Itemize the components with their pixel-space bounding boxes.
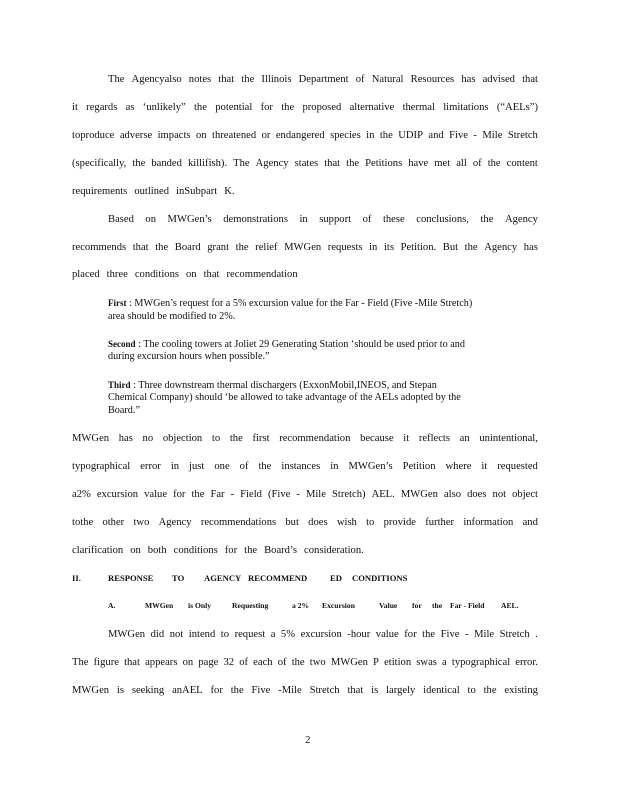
word: limitations [443, 102, 489, 113]
word: its [383, 242, 394, 253]
word: both [147, 545, 167, 556]
bullet-3-marker [88, 379, 96, 390]
word: largely [386, 685, 416, 696]
word: an [459, 433, 470, 444]
word: further [425, 517, 455, 528]
word: seeking [131, 685, 165, 696]
subheading-word-4: a 2% [292, 601, 310, 610]
word: is [116, 685, 124, 696]
word: has [118, 433, 133, 444]
word: ‘unlikely” [142, 102, 186, 113]
word: Stretch [507, 130, 538, 141]
heading-word-2: TO [172, 573, 185, 583]
bullet-2-text-1: : The cooling towers at Joliet 29 Generating Station ‘should be used prior to and [138, 339, 465, 350]
word: content [506, 158, 538, 169]
para3-line-4 [72, 516, 538, 529]
subheading-word-5: Excursion [322, 601, 355, 610]
word: . [535, 629, 538, 640]
word: the [346, 158, 360, 169]
word: for [210, 685, 223, 696]
word: Agency [158, 517, 192, 528]
word: to [366, 517, 375, 528]
word: that [203, 269, 220, 280]
word: does [467, 489, 487, 500]
word: two [309, 657, 326, 668]
word: the [291, 657, 305, 668]
word: object [512, 489, 538, 500]
word: swas [416, 657, 437, 668]
word: 32 [223, 657, 235, 668]
subheading-word-6: Value [379, 601, 398, 610]
word: Stretch [499, 629, 530, 640]
subheading-word-9: Far - Field [450, 601, 485, 610]
word: The [72, 657, 89, 668]
word: page [198, 657, 219, 668]
bullet-3-line-1 [108, 379, 540, 392]
word: where [445, 461, 472, 472]
word: the [155, 242, 169, 253]
word: a [270, 629, 276, 640]
word: of [362, 214, 372, 225]
word: on [185, 269, 197, 280]
word: the [193, 102, 207, 113]
bullet-3-line-2: Chemical Company) should ‘be allowed to take advantage of the AELs adopted by the [108, 392, 461, 403]
para4-line-3 [72, 684, 538, 697]
word: Natural [371, 74, 404, 85]
word: consideration. [304, 545, 364, 556]
word: Agencyalso [131, 74, 182, 85]
word: Based [108, 214, 134, 225]
word: appears [145, 657, 178, 668]
word: did [150, 629, 165, 640]
section-number: II. [72, 573, 81, 583]
word: - [296, 489, 300, 500]
subheading-word-10: AEL. [501, 601, 519, 610]
word: Mile [305, 489, 326, 500]
word: for [260, 102, 273, 113]
word: MWGen’s [167, 214, 212, 225]
word: Board [174, 242, 201, 253]
word: of [355, 74, 365, 85]
word: also [443, 489, 462, 500]
subheading-word-7: for [412, 601, 422, 610]
word: Far [210, 489, 225, 500]
para2-line-1 [108, 213, 538, 226]
word: states [294, 158, 319, 169]
word: placed [72, 269, 100, 280]
word: in [170, 461, 180, 472]
bullet-1-marker [88, 297, 96, 308]
word: requested [497, 461, 538, 472]
word: that [218, 74, 235, 85]
word: in [366, 130, 375, 141]
word: (specifically, [72, 158, 127, 169]
word: Stretch) [331, 489, 366, 500]
word: first [252, 433, 270, 444]
word: alternative [349, 102, 395, 113]
bullet-3-line-3: Board.” [108, 405, 140, 416]
word: the [379, 130, 393, 141]
word: threatened [212, 130, 257, 141]
word: Stretch [309, 685, 340, 696]
bullet-1-line-1 [108, 297, 540, 310]
word: the [464, 242, 478, 253]
word: MWGen [72, 433, 110, 444]
bullet-1-text-1: : MWGen’s request for a 5% excursion value for the Far - Field (Five -Mile Stretch) [129, 298, 473, 309]
word: and [522, 517, 538, 528]
word: in [369, 242, 378, 253]
word: conditions [173, 545, 218, 556]
word: conclusions, [416, 214, 469, 225]
word: provide [383, 517, 416, 528]
word: excursion [96, 489, 139, 500]
bullet-3-label: Third [108, 380, 131, 390]
word: -Mile [278, 685, 302, 696]
word: Resources [410, 74, 455, 85]
word: the [241, 74, 255, 85]
word: adverse [119, 130, 153, 141]
word: species [330, 130, 361, 141]
word: all [456, 158, 467, 169]
word: as [125, 102, 135, 113]
word: it [72, 102, 78, 113]
word: toproduce [72, 130, 115, 141]
word: that [124, 657, 140, 668]
word: the [422, 629, 436, 640]
word: a [442, 657, 447, 668]
word: not [169, 629, 184, 640]
word: outlined [134, 186, 170, 197]
word: have [408, 158, 429, 169]
word: for [173, 489, 186, 500]
word: excursion [300, 629, 342, 640]
para2-line-2 [72, 241, 538, 254]
word: existing [504, 685, 538, 696]
word: the [230, 685, 244, 696]
word: notes [188, 74, 212, 85]
word: killifish). [187, 158, 228, 169]
word: Agency [504, 214, 538, 225]
bullet-2-line-2: during excursion hours when possible.” [108, 351, 270, 362]
word: potential [215, 102, 253, 113]
word: it [481, 461, 488, 472]
word: 5% [280, 629, 296, 640]
para1-line-2 [72, 101, 538, 114]
word: anAEL [172, 685, 203, 696]
bullet-3-text-1: : Three downstream thermal dischargers (ExxonMobil,INEOS, and Stepan [133, 380, 437, 391]
word: requirements [72, 186, 128, 197]
word: support [319, 214, 352, 225]
word: has [461, 74, 476, 85]
heading-word-1: RESPONSE [108, 573, 154, 583]
word: and [428, 130, 444, 141]
word: on [182, 657, 194, 668]
word: met [434, 158, 451, 169]
word: endangered [275, 130, 325, 141]
word: the [132, 158, 146, 169]
word: recommends [72, 242, 127, 253]
word: the [483, 685, 497, 696]
word: recommendations [200, 517, 277, 528]
word: Agency [484, 242, 518, 253]
word: that [132, 242, 149, 253]
word: - [473, 130, 477, 141]
subsection-number: A. [108, 601, 116, 610]
word: K. [224, 186, 235, 197]
word: the [235, 242, 249, 253]
word: reflects [418, 433, 450, 444]
word: a2% [72, 489, 91, 500]
word: Mile [482, 130, 503, 141]
subheading-word-2: is Only [188, 601, 212, 610]
para1-line-3 [72, 129, 538, 142]
word: etition [384, 657, 412, 668]
word: just [189, 461, 205, 472]
word: recommendation [279, 433, 351, 444]
word: for [224, 545, 238, 556]
word: three [106, 269, 128, 280]
word: the [244, 545, 258, 556]
word: value [375, 629, 399, 640]
word: typographical [72, 461, 131, 472]
word: the [258, 461, 272, 472]
word: relief [255, 242, 278, 253]
word: the [191, 489, 205, 500]
bullet-1-label: First [108, 298, 127, 308]
word: the [480, 214, 494, 225]
word: - [230, 489, 235, 500]
word: but [285, 517, 299, 528]
subheading-word-8: the [432, 601, 443, 610]
word: objection [162, 433, 203, 444]
para3-line-1 [72, 432, 538, 445]
bullet-2-marker [88, 338, 96, 349]
bullet-2-line-1 [108, 338, 540, 351]
word: MWGen [284, 242, 322, 253]
word: Illinois [261, 74, 292, 85]
word: does [308, 517, 328, 528]
word: impacts [157, 130, 191, 141]
para3-line-3 [72, 488, 538, 501]
word: the [229, 433, 243, 444]
word: it [403, 433, 410, 444]
word: MWGen [72, 685, 110, 696]
word: the [487, 158, 501, 169]
word: regards [86, 102, 118, 113]
word: of [277, 657, 287, 668]
word: that [347, 685, 364, 696]
word: on [196, 130, 207, 141]
word: these [382, 214, 405, 225]
word: to [211, 433, 221, 444]
word: no [142, 433, 154, 444]
word: in [299, 214, 308, 225]
word: conditions [134, 269, 179, 280]
page-number: 2 [305, 734, 311, 746]
word: MWGen [400, 489, 438, 500]
heading-word-5: ED [330, 573, 342, 583]
heading-word-6: CONDITIONS [352, 573, 408, 583]
word: error [140, 461, 161, 472]
word: request [234, 629, 266, 640]
word: thermal [402, 102, 435, 113]
para4-line-2 [72, 656, 538, 669]
bullet-2-label: Second [108, 339, 136, 349]
word: identical [423, 685, 460, 696]
word: - [465, 629, 469, 640]
word: of [239, 657, 249, 668]
word: is [371, 685, 379, 696]
word: advised [482, 74, 515, 85]
word: on [130, 545, 141, 556]
word: wish [336, 517, 357, 528]
word: value [144, 489, 168, 500]
word: Mile [474, 629, 495, 640]
word: Petitions [365, 158, 403, 169]
word: in [330, 461, 339, 472]
word: on [145, 214, 157, 225]
word: (Five [267, 489, 291, 500]
word: figure [93, 657, 119, 668]
word: UDIP [398, 130, 423, 141]
word: of [239, 461, 249, 472]
word: to [220, 629, 230, 640]
subheading-word-1: MWGen [145, 601, 174, 610]
word: The [108, 74, 125, 85]
word: MWGen’s [348, 461, 393, 472]
word: The [233, 158, 250, 169]
word: AEL. [371, 489, 395, 500]
word: demonstrations [223, 214, 288, 225]
bullet-1-line-2: area should be modified to 2%. [108, 311, 236, 322]
word: banded [151, 158, 182, 169]
word: Five [449, 130, 468, 141]
para3-line-2 [72, 460, 538, 473]
para1-line-5 [72, 185, 538, 198]
word: MWGen [330, 657, 368, 668]
word: (“AELs”) [496, 102, 538, 113]
word: Petition [402, 461, 436, 472]
word: Five [440, 629, 460, 640]
word: typographical [451, 657, 511, 668]
word: Petition. [400, 242, 437, 253]
word: MWGen [108, 629, 146, 640]
word: each [253, 657, 273, 668]
word: two [133, 517, 150, 528]
word: P [373, 657, 379, 668]
word: to [467, 685, 476, 696]
word: of [472, 158, 482, 169]
word: unintentional, [479, 433, 538, 444]
word: intend [188, 629, 216, 640]
word: requests [327, 242, 363, 253]
word: proposed [302, 102, 342, 113]
word: for [404, 629, 417, 640]
word: information [463, 517, 514, 528]
heading-word-4: RECOMMEND [248, 573, 308, 583]
word: other [102, 517, 125, 528]
para1-line-4 [72, 157, 538, 170]
para1-line-1 [108, 73, 538, 86]
subheading-word-3: Requesting [232, 601, 269, 610]
word: Agency [255, 158, 289, 169]
word: But [442, 242, 459, 253]
word: inSubpart [176, 186, 218, 197]
para2-line-3 [72, 268, 538, 281]
word: has [523, 242, 538, 253]
word: that [324, 158, 341, 169]
heading-word-3: AGENCY [204, 573, 242, 583]
para3-line-5 [72, 544, 538, 557]
word: Field [240, 489, 262, 500]
para4-line-1 [108, 628, 538, 641]
word: because [360, 433, 394, 444]
word: clarification [72, 545, 124, 556]
word: or [261, 130, 271, 141]
word: Board’s [264, 545, 298, 556]
word: error. [515, 657, 538, 668]
word: not [492, 489, 507, 500]
word: grant [207, 242, 230, 253]
word: -hour [347, 629, 371, 640]
word: tothe [72, 517, 94, 528]
word: Department [298, 74, 349, 85]
word: that [522, 74, 538, 85]
word: recommendation [226, 269, 298, 280]
word: the [281, 102, 295, 113]
word: instances [281, 461, 321, 472]
word: Five [251, 685, 271, 696]
word: one [214, 461, 230, 472]
